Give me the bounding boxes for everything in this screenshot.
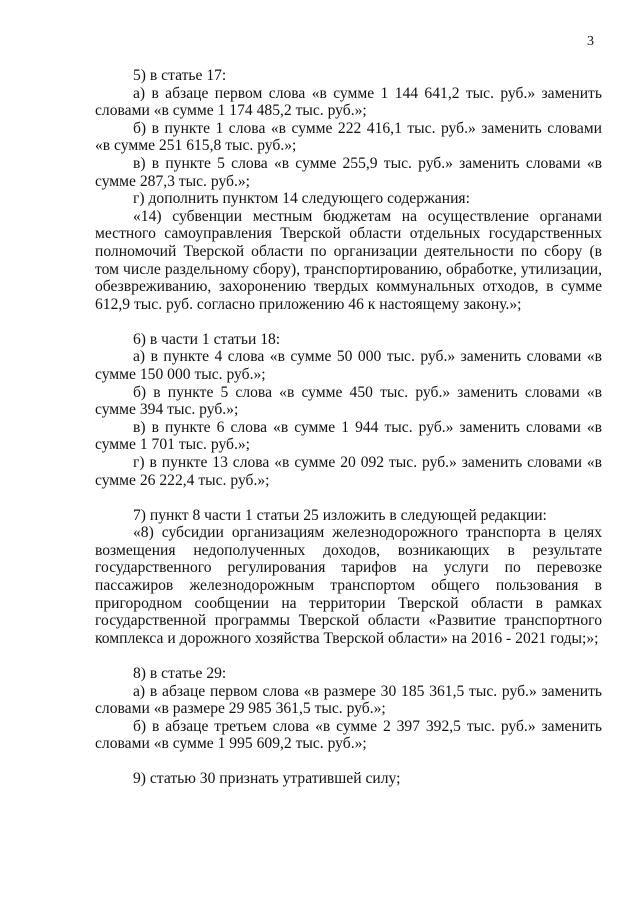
paragraph: «14) субвенции местным бюджетам на осуществление органами местного самоуправления Тверской области отдельных государственных полномочий Тверской области по организации деятельности по сбору (в том числе раздельному сбору), транспортированию, обработке, утилизации, обезвреживанию, захоронению твердых коммунальных отходов, в сумме 612,9 тыс. руб. согласно приложению 46 к настоящему закону.»; (95, 207, 602, 313)
section-heading: 9) статью 30 признать утратившей силу; (133, 770, 401, 788)
section-8 (95, 665, 602, 753)
paragraph: б) в абзаце третьем слова «в сумме 2 397 392,5 тыс. руб.» заменить словами «в сумме 1 995 609,2 тыс. руб.»; (95, 717, 602, 753)
section-heading: 5) в статье 17: (133, 67, 227, 84)
section-heading: 6) в части 1 статьи 18: (133, 330, 281, 348)
document-body (95, 67, 602, 788)
paragraph: г) дополнить пунктом 14 следующего содержания: (133, 190, 470, 208)
section-heading: 8) в статье 29: (133, 664, 227, 682)
page-number: 3 (587, 34, 594, 49)
section-heading: 7) пункт 8 части 1 статьи 25 изложить в следующей редакции: (133, 506, 547, 524)
paragraph: «8) субсидии организациям железнодорожного транспорта в целях возмещения недополученных доходов, возникающих в результате государственного регулирования тарифов на услуги по перевозке пассажиров железнодорожным транспортом общего пользования в пригородном сообщении на территории Тверской области в рамках государственной программы Тверской области «Развитие транспортного комплекса и дорожного хозяйства Тверской области» на 2016 - 2021 годы;»; (95, 524, 602, 647)
section-6 (95, 331, 602, 489)
paragraph: в) в пункте 6 слова «в сумме 1 944 тыс. руб.» заменить словами «в сумме 1 701 тыс. руб.»; (95, 418, 602, 454)
paragraph: б) в пункте 1 слова «в сумме 222 416,1 тыс. руб.» заменить словами «в сумме 251 615,8 тыс. руб.»; (95, 119, 602, 155)
paragraph: г) в пункте 13 слова «в сумме 20 092 тыс. руб.» заменить словами «в сумме 26 222,4 тыс. руб.»; (95, 453, 602, 489)
section-7 (95, 507, 602, 648)
paragraph: а) в пункте 4 слова «в сумме 50 000 тыс. руб.» заменить словами «в сумме 150 000 тыс. руб.»; (95, 348, 602, 383)
paragraph: а) в абзаце первом слова «в сумме 1 144 641,2 тыс. руб.» заменить словами «в сумме 1 174 485,2 тыс. руб.»; (95, 84, 602, 120)
section-5 (95, 67, 602, 313)
paragraph: а) в абзаце первом слова «в размере 30 185 361,5 тыс. руб.» заменить словами «в размере 29 985 361,5 тыс. руб.»; (95, 682, 602, 718)
section-9 (95, 770, 602, 788)
paragraph: б) в пункте 5 слова «в сумме 450 тыс. руб.» заменить словами «в сумме 394 тыс. руб.»; (95, 383, 602, 419)
paragraph: в) в пункте 5 слова «в сумме 255,9 тыс. руб.» заменить словами «в сумме 287,3 тыс. руб.»; (95, 154, 602, 190)
